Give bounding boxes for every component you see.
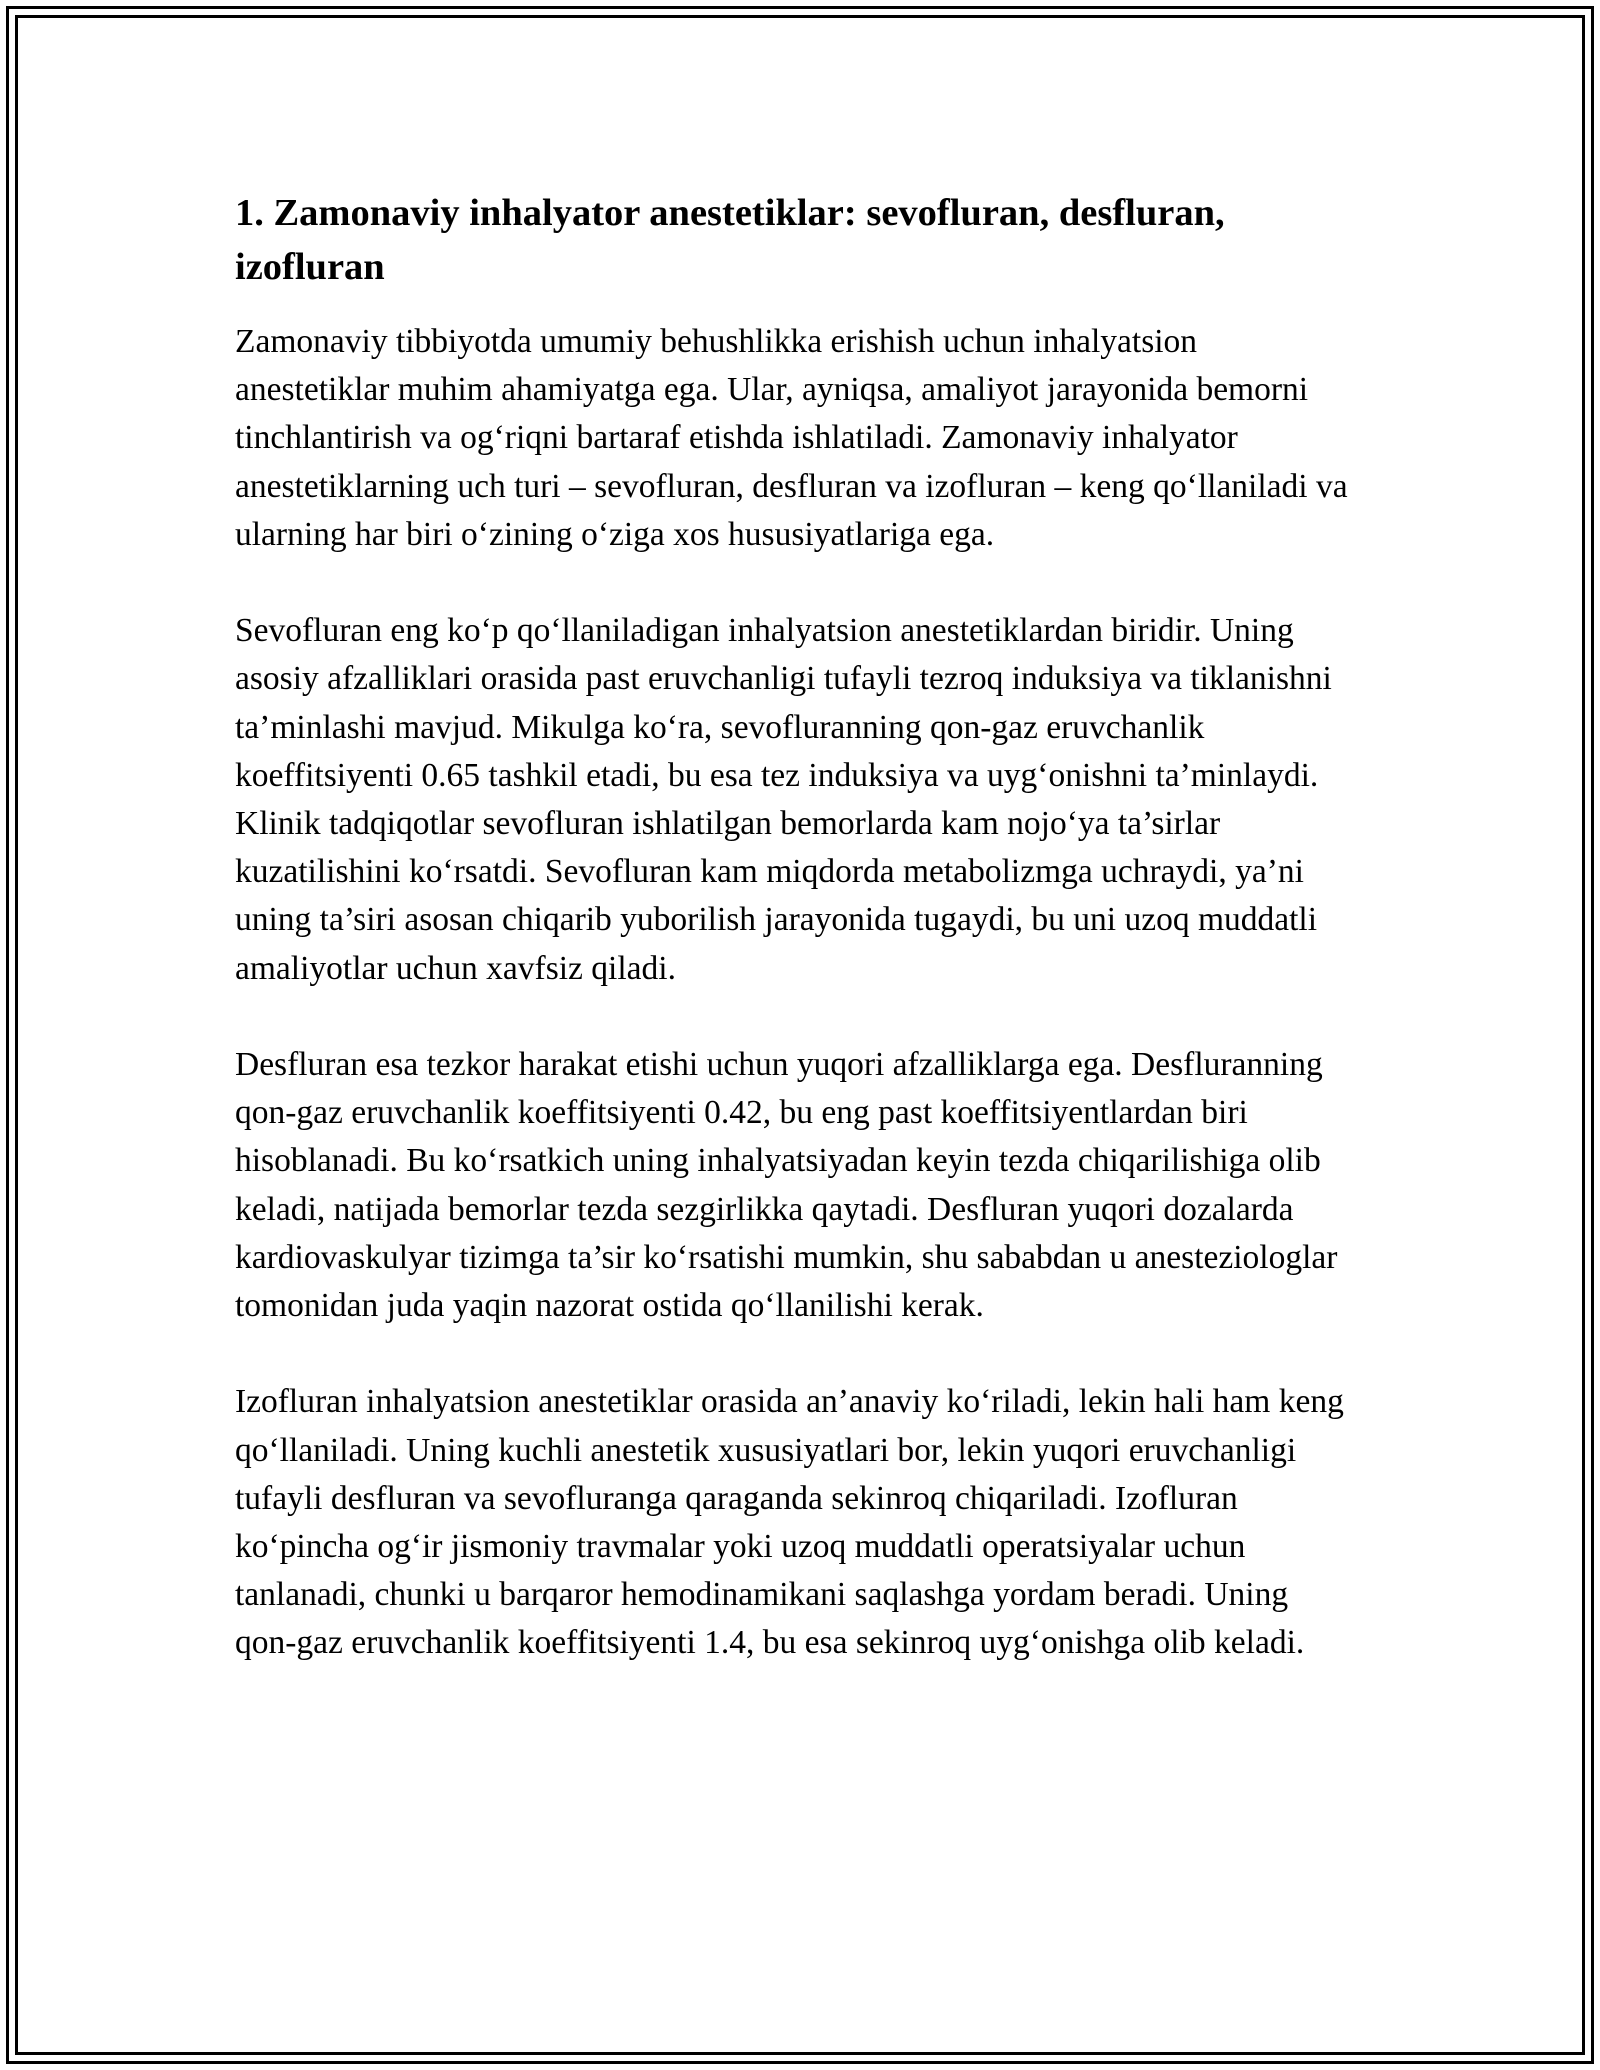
- paragraph-sevofluran: Sevofluran eng ko‘p qo‘llaniladigan inhalyatsion anestetiklardan biridir. Uning asosiy afzalliklari orasida past eruvchanligi tufayli tezroq induksiya va tiklanishni ta’minlashi mavjud. Mikulga ko‘ra, sevofluranning qon-gaz eruvchanlik koeffitsiyenti 0.65 tashkil etadi, bu esa tez induksiya va uyg‘onishni ta’minlaydi. Klinik tadqiqotlar sevofluran ishlatilgan bemorlarda kam nojo‘ya ta’sirlar kuzatilishini ko‘rsatdi. Sevofluran kam miqdorda metabolizmga uchraydi, ya’ni uning ta’siri asosan chiqarib yuborilish jarayonida tugaydi, bu uni uzoq muddatli amaliyotlar uchun xavfsiz qiladi.: [235, 612, 1332, 987]
- paragraph-intro: Zamonaviy tibbiyotda umumiy behushlikka erishish uchun inhalyatsion anestetiklar muhim ahamiyatga ega. Ular, ayniqsa, amaliyot jarayonida bemorni tinchlantirish va og‘riqni bartaraf etishda ishlatiladi. Zamonaviy inhalyator anestetiklarning uch turi – sevofluran, desfluran va izofluran – keng qo‘llaniladi va ularning har biri o‘zining o‘ziga xos hususiyatlariga ega.: [235, 323, 1348, 553]
- document-body: [235, 186, 1375, 1716]
- paragraph-desfluran: Desfluran esa tezkor harakat etishi uchun yuqori afzalliklarga ega. Desfluranning qon-gaz eruvchanlik koeffitsiyenti 0.42, bu eng past koeffitsiyentlardan biri hisoblanadi. Bu ko‘rsatkich uning inhalyatsiyadan keyin tezda chiqarilishiga olib keladi, natijada bemorlar tezda sezgirlikka qaytadi. Desfluran yuqori dozalarda kardiovaskulyar tizimga ta’sir ko‘rsatishi mumkin, shu sababdan u anesteziologlar tomonidan juda yaqin nazorat ostida qo‘llanilishi kerak.: [235, 1046, 1338, 1325]
- paragraph-izofluran: Izofluran inhalyatsion anestetiklar orasida an’anaviy ko‘riladi, lekin hali ham keng qo‘llaniladi. Uning kuchli anestetik xususiyatlari bor, lekin yuqori eruvchanligi tufayli desfluran va sevofluranga qaraganda sekinroq chiqariladi. Izofluran ko‘pincha og‘ir jismoniy travmalar yoki uzoq muddatli operatsiyalar uchun tanlanadi, chunki u barqaror hemodinamikani saqlashga yordam beradi. Uning qon-gaz eruvchanlik koeffitsiyenti 1.4, bu esa sekinroq uyg‘onishga olib keladi.: [235, 1383, 1344, 1662]
- section-heading: 1. Zamonaviy inhalyator anestetiklar: sevofluran, desfluran, izofluran: [235, 192, 1225, 288]
